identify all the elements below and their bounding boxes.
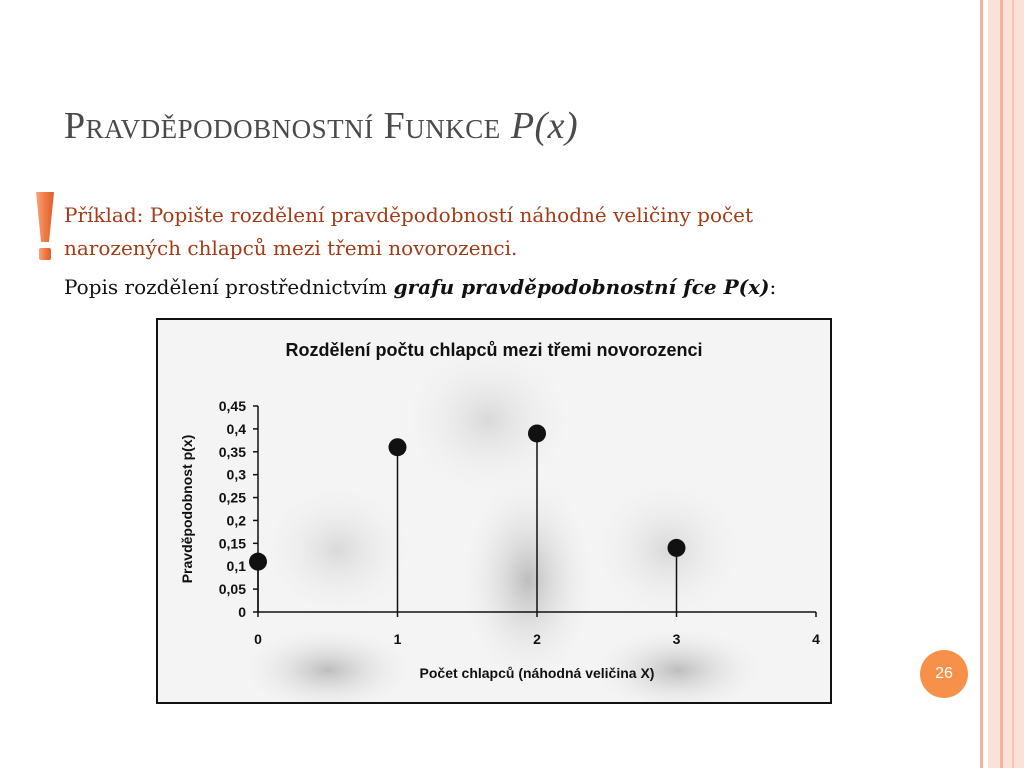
x-tick-label: 4: [812, 631, 820, 647]
data-point: [249, 553, 267, 571]
y-tick-label: 0,1: [226, 558, 246, 575]
y-tick-label: 0,2: [226, 512, 246, 529]
data-point: [528, 424, 546, 442]
y-tick-label: 0,25: [218, 489, 246, 506]
x-tick-label: 1: [393, 631, 402, 647]
exclamation-icon: [34, 192, 56, 264]
x-tick-label: 3: [672, 631, 681, 647]
description-line: [64, 271, 776, 304]
decor-stripe: [988, 0, 1024, 768]
chart-canvas: [158, 320, 830, 702]
y-tick-label: 0,05: [218, 581, 246, 598]
chart: [156, 318, 832, 704]
decor-stripe: [1000, 0, 1003, 768]
slide-title-text: Pravděpodobnostní Funkce: [64, 105, 501, 147]
background-photo: [238, 340, 768, 702]
description-emphasis: grafu pravděpodobnostní fce P(x): [393, 275, 770, 299]
data-point: [389, 438, 407, 456]
example-line-2: narozených chlapců mezi třemi novorozenci.: [64, 236, 518, 260]
description-suffix: :: [769, 275, 777, 299]
y-tick-label: 0,3: [226, 466, 246, 483]
x-axis-title: Počet chlapců (náhodná veličina X): [419, 665, 655, 681]
decor-stripe: [1012, 0, 1014, 768]
data-point: [668, 539, 686, 557]
page-number-badge: 26: [920, 650, 968, 698]
y-tick-label: 0: [238, 604, 246, 620]
slide-title: [64, 104, 578, 148]
description-prefix: Popis rozdělení prostřednictvím: [64, 275, 394, 299]
y-tick-label: 0,4: [226, 420, 246, 437]
slide-title-formula: P(x): [510, 105, 579, 147]
decor-stripe: [980, 0, 983, 768]
x-tick-label: 0: [254, 631, 262, 647]
y-axis-title: Pravděpodobnost p(x): [179, 434, 195, 584]
y-tick-label: 0,15: [218, 535, 246, 552]
example-line-1: Příklad: Popište rozdělení pravděpodobností náhodné veličiny počet: [64, 203, 754, 227]
y-tick-label: 0,45: [218, 398, 246, 414]
chart-title: Rozdělení počtu chlapců mezi třemi novorozenci: [285, 340, 703, 360]
y-tick-label: 0,35: [218, 443, 246, 460]
x-tick-label: 2: [533, 631, 541, 647]
